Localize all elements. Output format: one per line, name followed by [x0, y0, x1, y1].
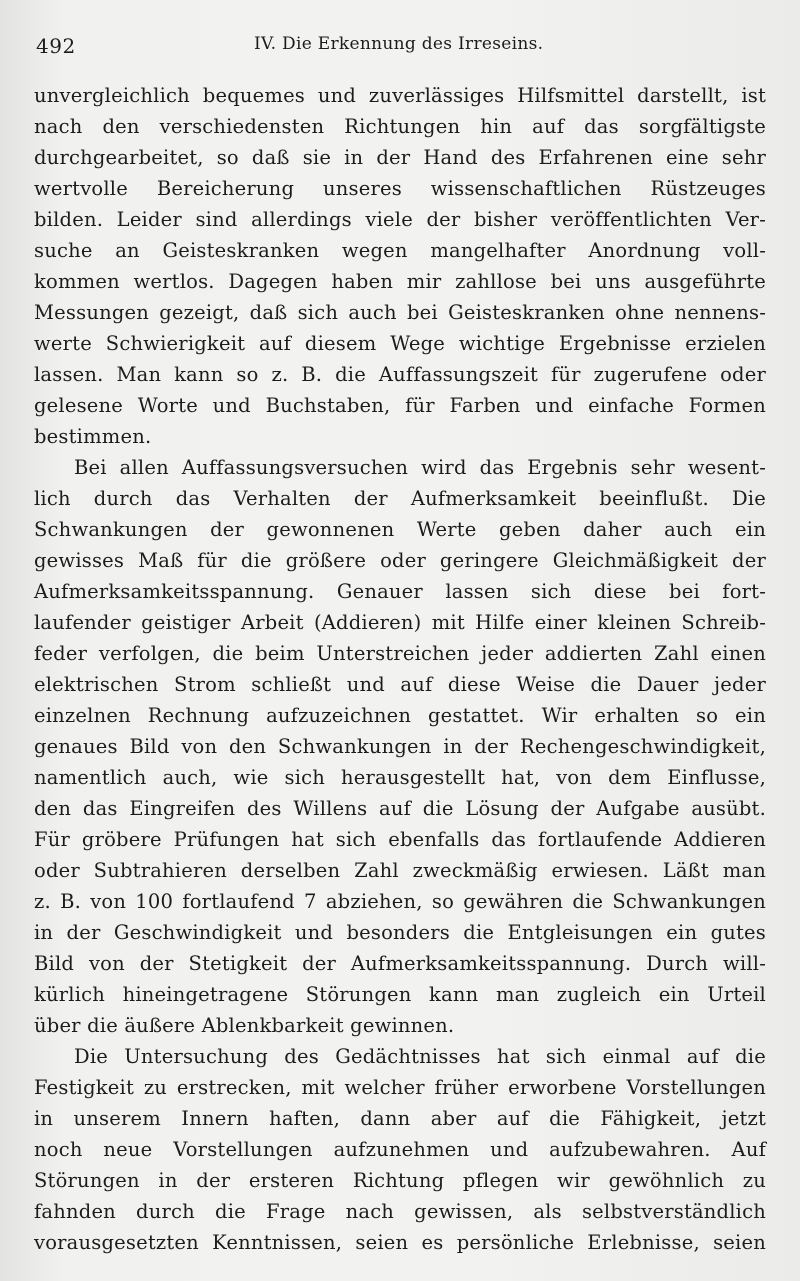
paragraph: [34, 1041, 766, 1258]
text-line: namentlich auch, wie sich herausgestellt hat, von dem Einflusse,: [34, 766, 766, 789]
text-line: kürlich hineingetragene Störungen kann man zugleich ein Urteil: [34, 983, 766, 1006]
text-line: Bild von der Stetigkeit der Aufmerksamkeitsspannung. Durch will-: [34, 952, 766, 975]
text-line: den das Eingreifen des Willens auf die Lösung der Aufgabe ausübt.: [34, 797, 766, 820]
text-line: gewisses Maß für die größere oder geringere Gleichmäßigkeit der: [34, 549, 766, 572]
page-number: 492: [36, 34, 76, 58]
text-line: Aufmerksamkeitsspannung. Genauer lassen sich diese bei fort-: [34, 580, 766, 603]
text-line: Messungen gezeigt, daß sich auch bei Geisteskranken ohne nennens-: [34, 301, 766, 324]
text-line: durchgearbeitet, so daß sie in der Hand des Erfahrenen eine sehr: [34, 146, 766, 169]
text-line: laufender geistiger Arbeit (Addieren) mit Hilfe einer kleinen Schreib-: [34, 611, 766, 634]
paragraph: [34, 452, 766, 1041]
text-line: lassen. Man kann so z. B. die Auffassungszeit für zugerufene oder: [34, 363, 766, 386]
text-line: oder Subtrahieren derselben Zahl zweckmäßig erwiesen. Läßt man: [34, 859, 766, 882]
text-line: noch neue Vorstellungen aufzunehmen und aufzubewahren. Auf: [34, 1138, 766, 1161]
text-line: elektrischen Strom schließt und auf diese Weise die Dauer jeder: [34, 673, 766, 696]
text-line: kommen wertlos. Dagegen haben mir zahllose bei uns ausgeführte: [34, 270, 766, 293]
text-line: Die Untersuchung des Gedächtnisses hat sich einmal auf die: [74, 1045, 766, 1068]
text-line: nach den verschiedensten Richtungen hin auf das sorgfältigste: [34, 115, 766, 138]
text-line: feder verfolgen, die beim Unterstreichen jeder addierten Zahl einen: [34, 642, 766, 665]
text-line: genaues Bild von den Schwankungen in der Rechengeschwindigkeit,: [34, 735, 766, 758]
text-line: in unserem Innern haften, dann aber auf die Fähigkeit, jetzt: [34, 1107, 766, 1130]
paragraph: [34, 80, 766, 452]
text-line: wertvolle Bereicherung unseres wissenschaftlichen Rüstzeuges: [34, 177, 766, 200]
text-line: über die äußere Ablenkbarkeit gewinnen.: [34, 1014, 455, 1037]
text-line: unvergleichlich bequemes und zuverlässiges Hilfsmittel darstellt, ist: [34, 84, 766, 107]
text-line: fahnden durch die Frage nach gewissen, als selbstverständlich: [34, 1200, 766, 1223]
text-line: Festigkeit zu erstrecken, mit welcher früher erworbene Vorstellungen: [34, 1076, 766, 1099]
running-title: IV. Die Erkennung des Irreseins.: [254, 34, 544, 54]
text-line: bestimmen.: [34, 425, 152, 448]
text-line: Störungen in der ersteren Richtung pflegen wir gewöhnlich zu: [34, 1169, 766, 1192]
text-line: einzelnen Rechnung aufzuzeichnen gestattet. Wir erhalten so ein: [34, 704, 766, 727]
text-line: suche an Geisteskranken wegen mangelhafter Anordnung voll-: [34, 239, 766, 262]
text-line: z. B. von 100 fortlaufend 7 abziehen, so gewähren die Schwankungen: [34, 890, 766, 913]
text-line: Bei allen Auffassungsversuchen wird das Ergebnis sehr wesent-: [74, 456, 766, 479]
text-line: gelesene Worte und Buchstaben, für Farben und einfache Formen: [34, 394, 766, 417]
text-line: vorausgesetzten Kenntnissen, seien es persönliche Erlebnisse, seien: [34, 1231, 766, 1254]
text-line: bilden. Leider sind allerdings viele der bisher veröffentlichten Ver-: [34, 208, 766, 231]
page-body: [34, 80, 766, 1258]
page-header: [36, 30, 764, 60]
text-line: lich durch das Verhalten der Aufmerksamkeit beeinflußt. Die: [34, 487, 766, 510]
text-line: in der Geschwindigkeit und besonders die Entgleisungen ein gutes: [34, 921, 766, 944]
text-line: werte Schwierigkeit auf diesem Wege wichtige Ergebnisse erzielen: [34, 332, 766, 355]
text-line: Für gröbere Prüfungen hat sich ebenfalls das fortlaufende Addieren: [34, 828, 766, 851]
text-line: Schwankungen der gewonnenen Werte geben daher auch ein: [34, 518, 766, 541]
